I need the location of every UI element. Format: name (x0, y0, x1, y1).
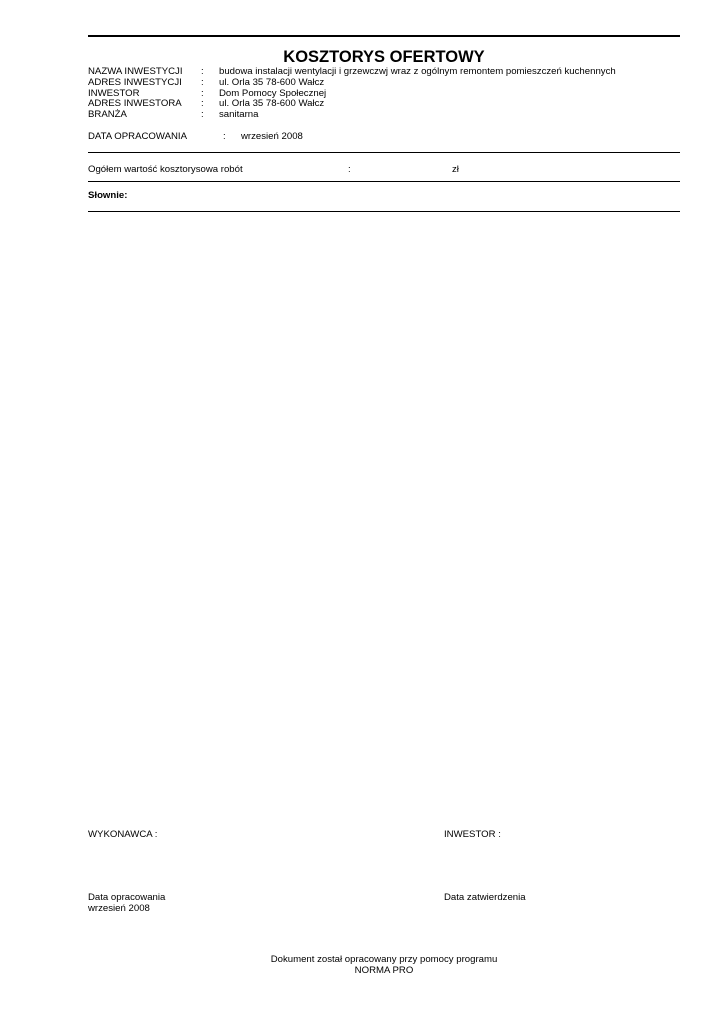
footer-line-1: Dokument został opracowany przy pomocy programu (270, 954, 498, 965)
field-label-adres-inwestora: ADRES INWESTORA (88, 98, 182, 109)
rule-below-slownie (88, 211, 680, 212)
field-colon: : (201, 88, 204, 99)
inwestor-label: INWESTOR : (444, 829, 501, 840)
wykonawca-label: WYKONAWCA : (88, 829, 158, 840)
data-opracowania-colon: : (223, 131, 226, 142)
field-colon: : (201, 98, 204, 109)
data-opracowania-sign-label: Data opracowania (88, 892, 166, 903)
data-opracowania-sign-value: wrzesień 2008 (88, 903, 150, 914)
field-colon: : (201, 109, 204, 120)
field-value-adres-inwestycji: ul. Orla 35 78-600 Wałcz (219, 77, 325, 88)
data-opracowania-value: wrzesień 2008 (241, 131, 303, 142)
field-colon: : (201, 66, 204, 77)
total-colon: : (348, 164, 351, 175)
field-label-branza: BRANŻA (88, 109, 127, 120)
field-label-adres-inwestycji: ADRES INWESTYCJI (88, 77, 182, 88)
rule-above-total (88, 152, 680, 153)
field-label-nazwa-inwestycji: NAZWA INWESTYCJI (88, 66, 183, 77)
total-label: Ogółem wartość kosztorysowa robót (88, 164, 243, 175)
data-zatwierdzenia-label: Data zatwierdzenia (444, 892, 526, 903)
rule-above-slownie (88, 181, 680, 182)
field-colon: : (201, 77, 204, 88)
footer-line-2: NORMA PRO (354, 965, 414, 976)
field-value-branza: sanitarna (219, 109, 259, 120)
data-opracowania-label: DATA OPRACOWANIA (88, 131, 187, 142)
field-value-adres-inwestora: ul. Orla 35 78-600 Wałcz (219, 98, 325, 109)
top-rule (88, 35, 680, 37)
total-currency: zł (452, 164, 459, 175)
field-value-nazwa-inwestycji: budowa instalacji wentylacji i grzewczwj wraz z ogólnym remontem pomieszczeń kuchennych (219, 66, 616, 77)
document-title: KOSZTORYS OFERTOWY (283, 48, 485, 66)
field-value-inwestor: Dom Pomocy Społecznej (219, 88, 327, 99)
field-label-inwestor: INWESTOR (88, 88, 140, 99)
slownie-label: Słownie: (88, 190, 128, 201)
